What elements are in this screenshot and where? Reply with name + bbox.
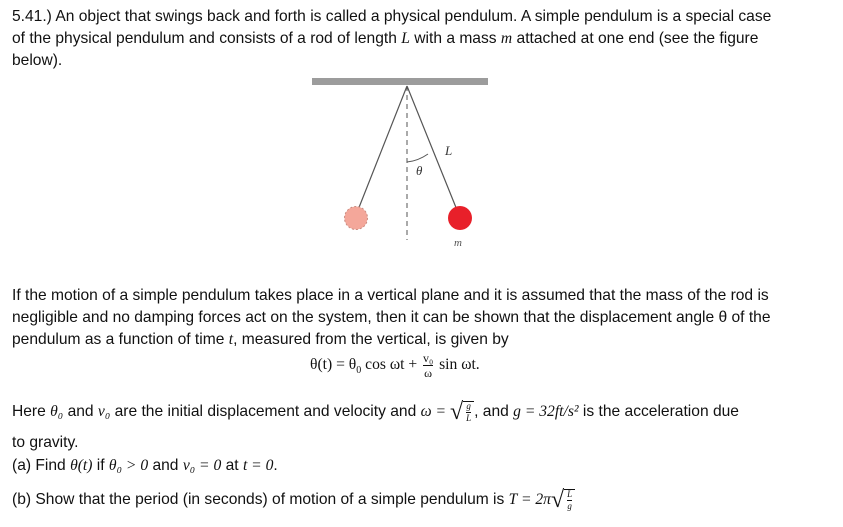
intro-line-1: 5.41.) An object that swings back and forth is called a physical pendulum. A simple pendulum is a special case <box>12 8 772 25</box>
ceiling-bar <box>312 78 488 85</box>
v0-over-omega-fraction: $\frac{\text{v₀}}{\omega}$ <box>423 351 434 380</box>
mass-label: m <box>454 237 462 249</box>
body-paragraph: If the motion of a simple pendulum takes place in a vertical plane and it is assumed that the mass of the rod is negligible and no damping forces act on the system, then it can be shown that the displacement angle θ of the pendulum as a function of time t, measured from the vertical, is given by <box>12 287 771 348</box>
ghost-mass <box>345 207 368 230</box>
part-b: (b) Show that the period (in seconds) of motion of a simple pendulum is T = 2π √ $\frac{L}{g}$ <box>12 488 575 512</box>
ghost-rod <box>358 86 407 210</box>
intro-paragraph: 5.41.) An object that swings back and forth is called a physical pendulum. A simple pendulum is a special case of the physical pendulum and consists of a rod of length L with a mass m attached at one end (see the figure below). <box>12 8 772 69</box>
pendulum-figure <box>310 78 490 253</box>
here-line: Here θ₀ and v₀ are the initial displacement and velocity and ω = √ $\frac{g}{L}$ , and g = 32ft/s² is the acceleration due <box>12 399 739 425</box>
sqrt-g-over-L: √ $\frac{g}{L}$ <box>450 400 474 424</box>
sqrt-L-over-g: √ $\frac{L}{g}$ <box>551 488 575 512</box>
gravity-line: to gravity. <box>12 434 79 451</box>
length-label: L <box>445 143 453 158</box>
angle-arc <box>407 154 428 162</box>
part-a: (a) Find θ(t) if θ₀ > 0 and v₀ = 0 at t = 0. <box>12 457 278 474</box>
theta-label: θ <box>416 163 423 178</box>
pendulum-mass <box>448 206 472 230</box>
displacement-equation: $\theta(t) = \theta_0$ cos ωt + $\frac{\text{v₀}}{\omega}$ sin ωt. <box>310 351 480 380</box>
